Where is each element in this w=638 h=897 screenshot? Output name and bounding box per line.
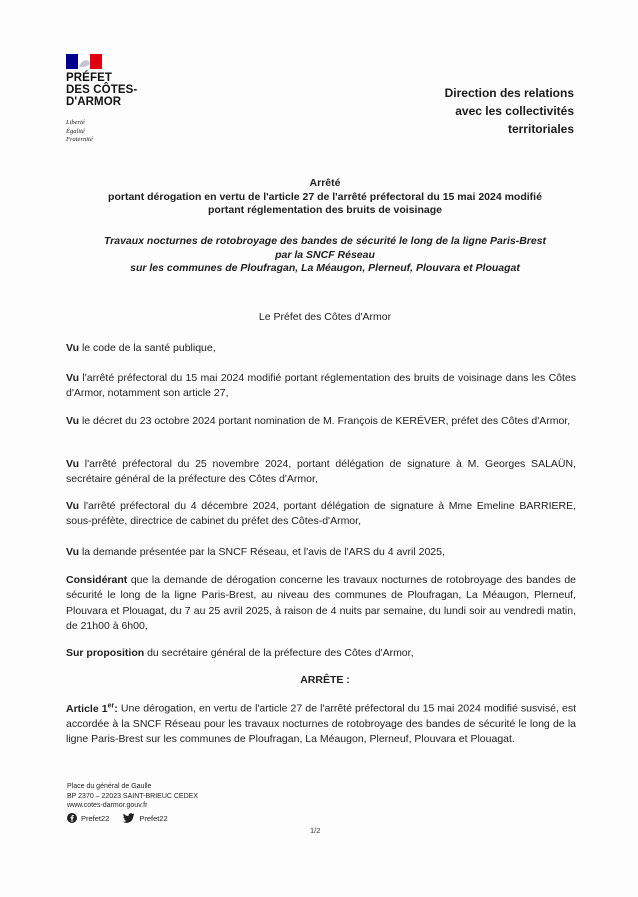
footer-website: www.cotes-darmor.gouv.fr <box>67 802 148 810</box>
proposition-lead: Sur proposition <box>66 647 145 659</box>
facebook-handle: Prefet22 <box>81 813 110 823</box>
prefet-line: Le Préfet des Côtes d'Armor <box>258 311 392 323</box>
article-1-text: Une dérogation, en vertu de l'article 27 de l'arrêté préfectoral du 15 mai 2024 modifié susvisé, est accordée à la SNCF Réseau pour les travaux nocturnes de rotobroyage des bandes de sécurité le long de la ligne Paris-Brest sur les communes de Ploufragan, La Méaugon, Plerneuf, Plouvara et Plouagat. <box>66 702 576 746</box>
footer-address <box>67 782 198 811</box>
visa-code-sante <box>66 341 576 356</box>
facebook-icon <box>67 813 77 823</box>
visa-arrete-15-mai <box>66 371 576 402</box>
visa-lead: Vu <box>66 342 80 354</box>
article-1-colon: : <box>114 702 118 715</box>
considerant-text: que la demande de dérogation concerne les travaux nocturnes de rotobroyage des bandes de sécurité le long de la ligne Paris-Brest, au niveau des communes de Ploufragan, La Méaugon, Plerneuf, Plouvara et Plouagat, du 7 au 25 avril 2025, à raison de 4 nuits par semaine, du lundi soir au vendredi matin, de 21h00 à 6h00, <box>66 574 576 633</box>
article-1-lead: Article 1 <box>66 702 108 715</box>
arrete-heading: ARRÊTE : <box>300 674 350 686</box>
article-1-sup: er <box>107 702 115 709</box>
twitter-handle: Prefet22 <box>139 813 168 823</box>
visa-text: l'arrêté préfectoral du 4 décembre 2024, portant délégation de signature à Mme Emeline BARRIERE, sous-préfète, directrice de cabinet du préfet des Côtes-d'Armor, <box>66 500 576 528</box>
logo-line-2: DES CÔTES- <box>66 84 138 96</box>
visa-lead: Vu <box>66 458 80 470</box>
visa-text: l'arrêté préfectoral du 25 novembre 2024, portant délégation de signature à M. Georges SALAÜN, secrétaire général de la préfecture des Côtes d'Armor, <box>66 458 576 486</box>
document-subject <box>40 235 610 276</box>
motto-liberte: Liberté <box>66 119 85 126</box>
prefecture-logo-text <box>66 72 137 108</box>
visa-text: le code de la santé publique, <box>79 342 216 354</box>
republic-motto <box>66 119 93 145</box>
title-line-3: portant réglementation des bruits de voisinage <box>208 204 442 216</box>
considerant-lead: Considérant <box>66 574 128 586</box>
direction-line-2: avec les collectivités <box>455 104 574 118</box>
visa-text: l'arrêté préfectoral du 15 mai 2024 modifié portant réglementation des bruits de voisinage dans les Côtes d'Armor, notamment son article 27, <box>66 372 576 400</box>
document-title <box>40 177 610 218</box>
visa-lead: Vu <box>66 500 80 512</box>
visa-lead: Vu <box>66 546 80 558</box>
footer-address-line-1: Place du général de Gaulle <box>67 783 152 790</box>
proposition-text: du secrétaire général de la préfecture des Côtes d'Armor, <box>144 647 414 659</box>
direction-line-1: Direction des relations <box>444 86 574 100</box>
visa-lead: Vu <box>66 372 80 384</box>
subject-line-1: Travaux nocturnes de rotobroyage des bandes de sécurité le long de la ligne Paris-Brest <box>103 235 547 247</box>
visa-lead: Vu <box>66 415 80 427</box>
motto-fraternite: Fraternité <box>66 136 93 143</box>
considerant-paragraph <box>66 573 576 635</box>
logo-line-3: D'ARMOR <box>66 96 122 108</box>
subject-line-3: sur les communes de Ploufragan, La Méaugon, Plerneuf, Plouvara et Plouagat <box>130 262 520 274</box>
visa-arrete-25-novembre <box>66 457 576 488</box>
article-1-label <box>66 703 118 715</box>
footer-social <box>67 812 168 824</box>
direction-line-3: territoriales <box>507 122 574 136</box>
logo-line-1: PRÉFET <box>66 72 112 84</box>
twitter-icon <box>123 813 135 823</box>
title-line-1: Arrêté <box>309 177 341 189</box>
visa-arrete-4-decembre <box>66 499 576 530</box>
subject-line-2: par la SNCF Réseau <box>275 248 375 261</box>
visa-decret-nomination <box>66 414 576 429</box>
title-line-2: portant dérogation en vertu de l'article 27 de l'arrêté préfectoral du 15 mai 2024 modifié <box>108 190 542 203</box>
direction-header <box>344 84 574 138</box>
proposition-paragraph <box>66 646 576 661</box>
visa-demande-sncf <box>66 545 576 560</box>
article-1-paragraph <box>66 698 576 748</box>
footer-address-line-2: BP 2370 – 22023 SAINT-BRIEUC CEDEX <box>67 792 198 800</box>
visa-text: le décret du 23 octobre 2024 portant nomination de M. François de KERÉVER, préfet des Côtes d'Armor, <box>79 415 571 427</box>
page-number: 1/2 <box>310 826 321 835</box>
marianne-logo <box>66 54 102 69</box>
visa-text: la demande présentée par la SNCF Réseau, et l'avis de l'ARS du 4 avril 2025, <box>79 546 445 558</box>
motto-egalite: Égalité <box>66 127 85 135</box>
